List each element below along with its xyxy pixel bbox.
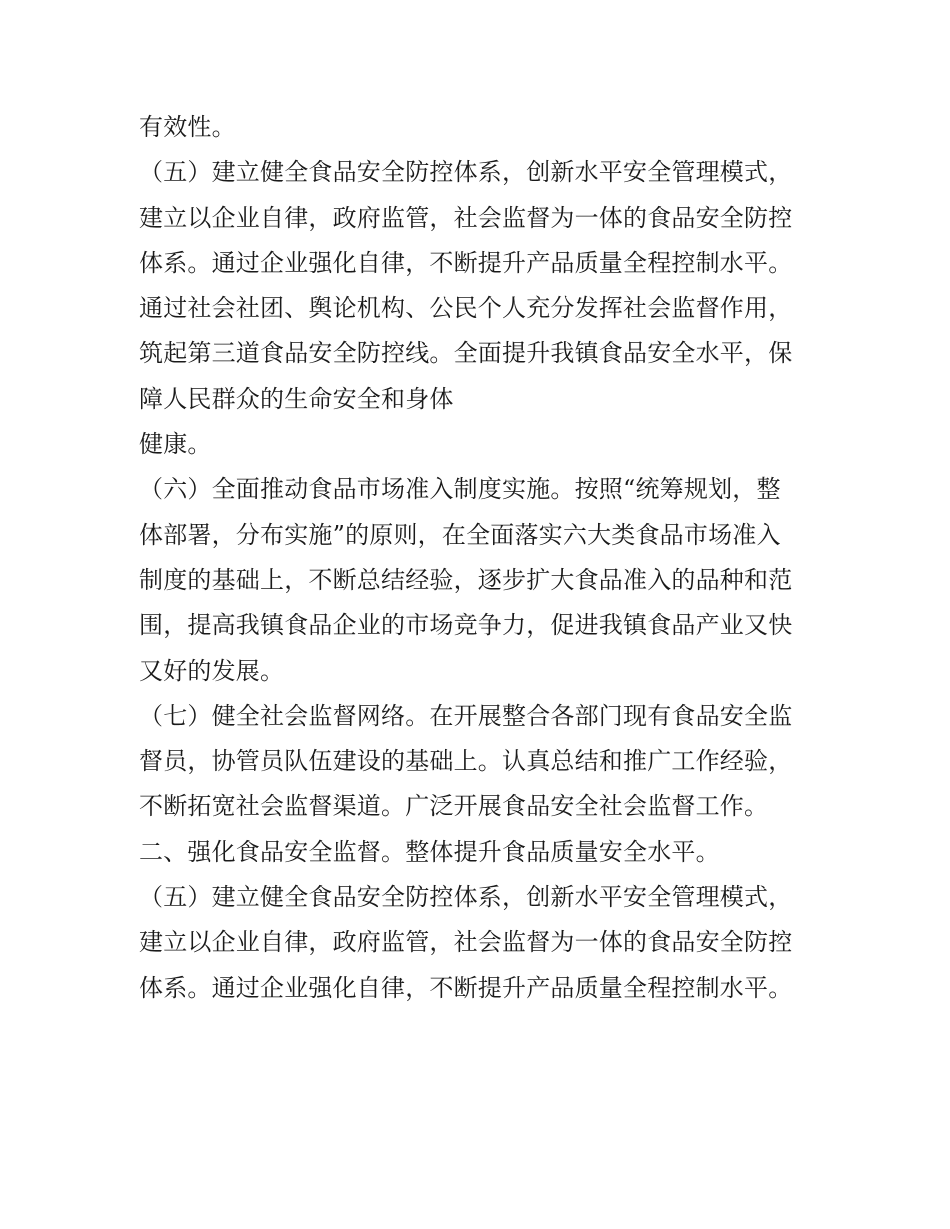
text-line: 障人民群众的生命安全和身体 [139,384,454,413]
text-line: 建立以企业自律，政府监管，社会监督为一体的食品安全防控 [139,203,793,232]
text-line: （七）健全社会监督网络。在开展整合各部门现有食品安全监 [139,701,793,730]
text-line: 有效性。 [139,113,236,141]
text-line: （五）建立健全食品安全防控体系，创新水平安全管理模式， [139,158,793,187]
section-heading: 二、强化食品安全监督。整体提升食品质量安全水平。 [139,837,720,866]
document-body [139,105,819,1011]
text-line: 体系。通过企业强化自律，不断提升产品质量全程控制水平。 [139,248,793,277]
text-line: 筑起第三道食品安全防控线。全面提升我镇食品安全水平，保 [139,339,793,368]
text-line: 制度的基础上，不断总结经验，逐步扩大食品准入的品种和范 [139,565,793,594]
text-line: 体部署，分布实施”的原则，在全面落实六大类食品市场准入 [139,520,781,549]
text-line: 通过社会社团、舆论机构、公民个人充分发挥社会监督作用， [139,294,793,323]
text-line: 健康。 [139,430,212,459]
text-line: 建立以企业自律，政府监管，社会监督为一体的食品安全防控 [139,928,793,957]
text-line: 不断拓宽社会监督渠道。广泛开展食品安全社会监督工作。 [139,792,769,821]
text-line: 又好的发展。 [139,656,285,685]
text-line: （六）全面推动食品市场准入制度实施。按照“统筹规划，整 [139,475,781,504]
text-line: （五）建立健全食品安全防控体系，创新水平安全管理模式， [139,883,793,912]
text-line: 督员，协管员队伍建设的基础上。认真总结和推广工作经验， [139,747,793,776]
text-line: 围，提高我镇食品企业的市场竞争力，促进我镇食品产业又快 [139,611,793,640]
text-line: 体系。通过企业强化自律，不断提升产品质量全程控制水平。 [139,973,793,1002]
